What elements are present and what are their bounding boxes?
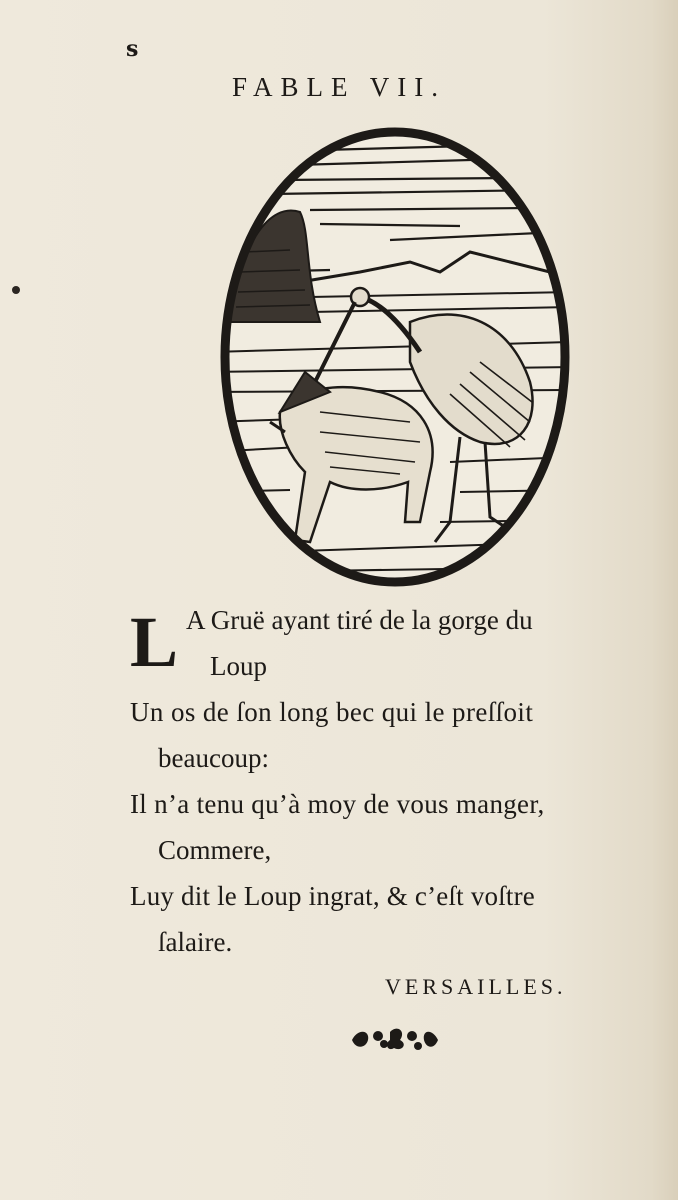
poem-line: beaucoup:	[158, 743, 269, 773]
poem-line: A Gruë ayant tiré de la gorge du	[186, 605, 533, 635]
page-mark: s	[126, 36, 139, 62]
poem-line: Un os de ſon long bec qui le preſſoit	[130, 697, 534, 727]
poem-line: ſalaire.	[158, 927, 233, 957]
poem-line: Il n’a tenu qu’à moy de vous manger,	[130, 789, 545, 819]
fleuron-ornament-icon	[348, 1022, 442, 1056]
poem-line: Luy dit le Loup ingrat, & c’eſt voſtre	[130, 881, 535, 911]
ink-spot	[12, 286, 20, 294]
poem-line: Commere,	[158, 835, 272, 865]
fable-title: FABLE VII.	[232, 72, 446, 102]
drop-cap: L	[130, 602, 179, 682]
crane-and-wolf-engraving	[210, 122, 580, 592]
poem-line: Loup	[210, 651, 267, 681]
place-signature: VERSAILLES.	[385, 974, 567, 999]
